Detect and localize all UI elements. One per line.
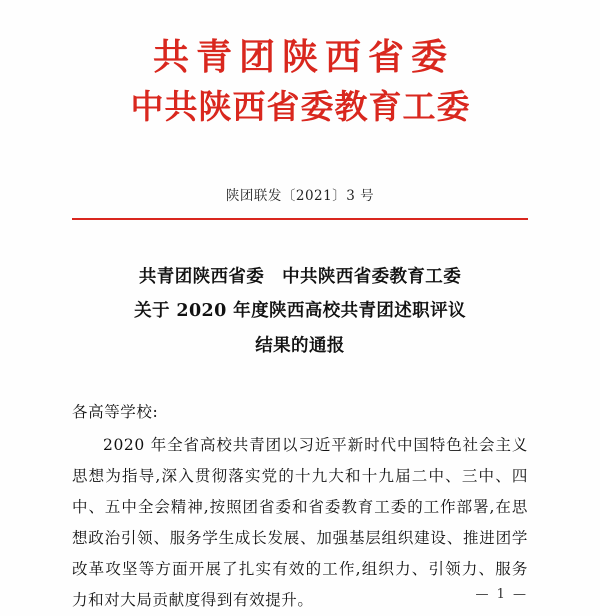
title-line-1: 共青团陕西省委 中共陕西省委教育工委 xyxy=(138,267,462,288)
title-line-2: 关于 2020 年度陕西高校共青团述职评议 xyxy=(134,301,466,322)
red-divider-rule xyxy=(72,218,528,220)
document-title xyxy=(72,260,528,362)
salutation: 各高等学校: xyxy=(72,402,159,421)
letterhead-line-1: 共青团陕西省委 xyxy=(152,36,454,78)
letterhead-line-2: 中共陕西省委教育工委 xyxy=(130,87,471,127)
body-paragraph-1: 2020 年全省高校共青团以习近平新时代中国特色社会主义思想为指导,深入贯彻落实党的十九大和十九届二中、三中、四中、五中全会精神,按照团省委和省委教育工委的工作部署,在思想政治引领、服务学生成长发展、加强基层组织建设、推进团学改革攻坚等方面开展了扎实有效的工作,组织力、引领力、服务力和对大局贡献度得到有效提升。 xyxy=(72,435,528,609)
document-number-block xyxy=(72,184,528,204)
document-number: 陕团联发〔2021〕3 号 xyxy=(225,188,375,205)
letterhead xyxy=(72,0,528,128)
title-line-3: 结果的通报 xyxy=(255,335,345,356)
document-body xyxy=(72,397,528,616)
page-number: — 1 — xyxy=(475,587,528,602)
